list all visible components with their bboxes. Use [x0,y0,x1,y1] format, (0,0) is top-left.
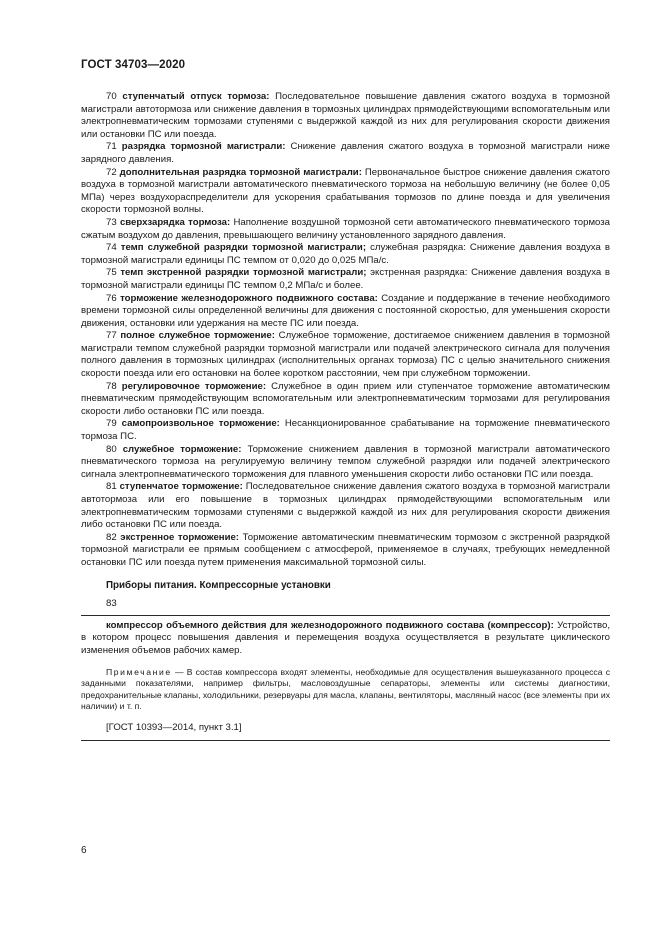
term-entry [81,242,610,267]
term-entry [81,381,610,419]
term-entry-term: дополнительная разрядка тормозной магистрали: [119,166,362,178]
term-definition-box [81,615,610,741]
section-title: Приборы питания. Компрессорные установки [106,579,331,591]
term-entry [81,330,610,380]
term-entry [81,532,610,570]
term-entry-number: 82 [106,531,117,543]
term-entry [81,293,610,331]
term-entry-term: полное служебное торможение: [120,330,275,342]
term-entry-number: 73 [106,216,117,228]
term-entry-number: 71 [106,141,117,153]
term-entry [81,418,610,443]
term-entry [81,217,610,242]
term-entry-text: Создание и поддержание в течение необходимого времени тормозной силы определенной величины для движения с постоянной скоростью, для уменьшения скорости движения, остановки или удержания на месте ПС или поезда. [81,292,610,329]
term-source-reference: [ГОСТ 10393—2014, пункт 3.1] [106,721,242,733]
term-entry-term: ступенчатый отпуск тормоза: [122,91,270,102]
term-entry-term: самопроизвольное торможение: [121,418,280,430]
term-entry-number: 77 [106,330,117,342]
term-entry-number: 80 [106,443,117,455]
term-entry [81,167,610,217]
term-entries [81,91,610,570]
term-entry-text: служебная разрядка: Снижение давления воздуха в тормозной магистрали единицы ПС темпом от 0,020 до 0,025 МПа/с. [81,242,610,266]
term-entry-number: 72 [106,166,117,178]
term-entry-text: Торможение снижением давления в тормозной магистрали автоматического пневматического тормоза на регулируемую величину темпом служебной разрядки или подачей электрического сигнала электропневматического торможения для плавного уменьшения скорости либо остановки ПС или поезда. [81,443,611,480]
term-entry [81,141,610,166]
term-entry-term: ступенчатое торможение: [119,481,243,493]
page-number: 6 [81,845,87,856]
term-entry-term: торможение железнодорожного подвижного состава: [120,292,378,304]
term-definition [81,620,610,658]
term-entry-number: 81 [106,481,117,493]
term-number: 83 [106,598,117,610]
term-entry-term: служебное торможение: [122,443,242,455]
term-entry-text: Последовательное повышение давления сжатого воздуха в тормозной магистрали автотормоза или снижение давления в тормозных цилиндрах прямодействующими вспомогательным или электропневматическим тормозами ступенями с выдержкой каждой из них для регулирования скорости движения или остановки ПС или поезда. [81,91,610,140]
note-label: Примечание [106,666,172,677]
term-entry-text: Последовательное снижение давления сжатого воздуха в тормозной магистрали автотормоза или его повышение в тормозных цилиндрах прямодействующими вспомогательным или электропневматическим тормозами ступенями с выдержкой каждой из них для регулирования скорости движения либо остановки ПС или поезда. [81,481,610,531]
document-body [81,91,610,741]
term-entry-text: экстренная разрядка: Снижение давления воздуха в тормозной магистрали единицы ПС темпом 0,2 МПа/с и более. [81,267,611,291]
term-entry [81,267,610,292]
term-name: компрессор объемного действия для железнодорожного подвижного состава (компрессор): [106,619,554,631]
term-entry-text: Служебное в один прием или ступенчатое торможение автоматическим пневматическим прямодействующим вспомогательным или электропневматическим тормозами для регулирования скорости либо остановки ПС или поезда. [81,380,611,417]
term-entry [81,481,610,531]
note-text: — В состав компрессора входят элементы, необходимые для осуществления вышеуказанного процесса с заданными показателями, например фильтры, масловоздушные сепараторы, элементы или системы диагностики, предохранительные клапаны, холодильники, резервуары для масла, клапаны, вентиляторы, масляный насос (все элементы при их наличии) и т. п. [81,666,610,712]
term-entry [81,91,610,141]
term-note [81,667,610,713]
term-entry [81,444,610,482]
page-header: ГОСТ 34703—2020 [81,59,186,71]
term-entry-number: 79 [106,418,117,430]
term-entry-term: сверхзарядка тормоза: [119,216,231,228]
term-entry-text: Служебное торможение, достигаемое снижением давления в тормозной магистрали темпом служебной разрядки тормозной магистрали или подачей электрического сигнала для получения полного давления в тормозных цилиндрах (исполнительных органах тормоза) ПС с целью значительного снижения скорости поезда или его остановки на более коротком расстоянии, чем при служебном торможении. [81,330,611,380]
term-entry-term: темп служебной разрядки тормозной магистрали; [120,242,367,254]
term-entry-text: Несанкционированное срабатывание на торможение пневматического тормоза ПС. [81,418,611,443]
term-entry-term: разрядка тормозной магистрали: [121,141,286,153]
term-entry-term: регулировочное торможение: [121,380,267,392]
term-entry-text: Торможение автоматическим пневматическим тормозом с экстренной разрядкой тормозной магистрали ее прямым сообщением с атмосферой, применяемое в случаях, требующих немедленной остановки ПС или поезда путем применения максимальной тормозной силы. [81,531,610,568]
term-entry-term: темп экстренной разрядки тормозной магистрали; [120,267,367,279]
term-entry-text: Наполнение воздушной тормозной сети автоматического пневматического тормоза сжатым воздухом до давления, превышающего величину установленного зарядного давления. [81,216,610,241]
term-entry-text: Снижение давления сжатого воздуха в тормозной магистрали ниже зарядного давления. [81,141,610,165]
term-entry-number: 70 [106,91,117,102]
term-entry-term: экстренное торможение: [120,531,240,543]
term-entry-number: 75 [106,267,117,279]
term-entry-number: 78 [106,380,117,392]
term-entry-text: Первоначальное быстрое снижение давления сжатого воздуха в тормозной магистрали автоматического пневматического тормоза на небольшую величину (не более 0,05 МПа) через воздухораспределители для ускорения срабатывания тормозов по длине поезда и для увеличения скорости тормозной волны. [81,166,610,216]
term-entry-number: 74 [106,242,117,254]
term-definition-text: Устройство, в котором процесс повышения давления и перемещения воздуха осуществляется в результате циклического изменения объемов рабочих камер. [81,619,610,656]
term-entry-number: 76 [106,292,117,304]
